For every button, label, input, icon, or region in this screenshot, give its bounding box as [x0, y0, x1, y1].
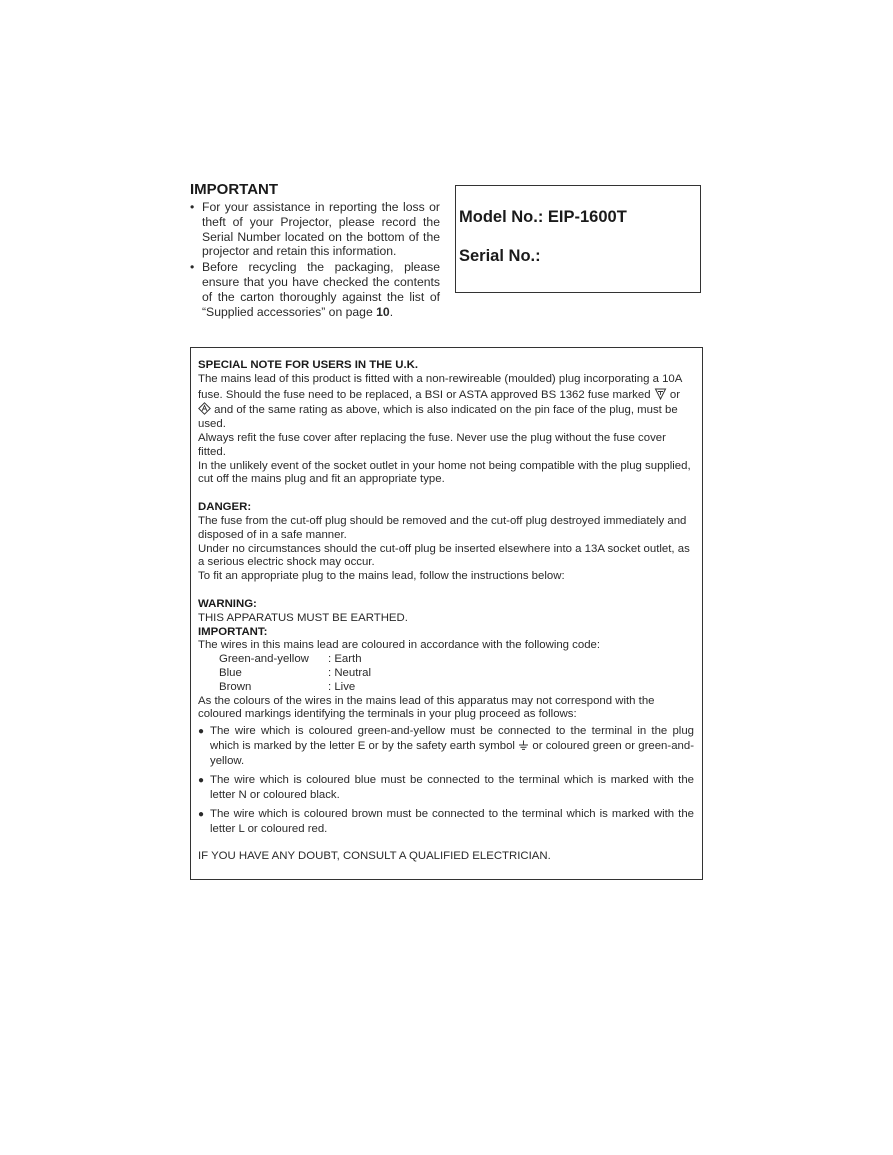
important-bullet-recycling: • Before recycling the packaging, please ensure that you have checked the contents of the carton thoroughly against the list of “Supplied accessories” on page 10.	[190, 260, 440, 319]
wire-code-row	[198, 681, 694, 695]
wire-colour: Green-and-yellow	[219, 653, 309, 666]
socket-paragraph: In the unlikely event of the socket outlet in your home not being compatible with the plug supplied, cut off the mains plug and fit an appropriate type.	[198, 459, 691, 486]
bullet-icon: •	[190, 200, 195, 214]
fuse-cover-paragraph: Always refit the fuse cover after replacing the fuse. Never use the plug without the fuse cover fitted.	[198, 431, 666, 458]
danger-paragraph-2: Under no circumstances should the cut-off plug be inserted elsewhere into a 13A socket outlet, as a serious electric shock may occur.	[198, 542, 690, 569]
wire-code-row	[198, 653, 694, 667]
wiring-instruction-earth: ● The wire which is coloured green-and-yellow must be connected to the terminal in the plug which is marked by the letter E or by the safety earth symbol or coloured green or green-and-yellow.	[198, 725, 694, 768]
bullet-icon: •	[190, 260, 195, 275]
warning-heading: WARNING:	[198, 597, 257, 610]
important-title: IMPORTANT	[190, 181, 279, 198]
page-reference: 10	[376, 304, 390, 319]
fuse-paragraph: The mains lead of this product is fitted with a non-rewireable (moulded) plug incorporating a 10A fuse. Should the fuse need to be replaced, a BSI or ASTA approved BS 1362 fuse marked or and of the same rating as above, which is also indicated on the pin face of the plug, must be used.	[198, 372, 682, 431]
asta-mark-icon	[198, 402, 211, 415]
danger-paragraph-1: The fuse from the cut-off plug should be removed and the cut-off plug destroyed immediately and disposed of in a safe manner.	[198, 514, 687, 541]
serial-number-label: Serial No.:	[459, 247, 541, 265]
wiring-instructions-list	[198, 724, 694, 837]
wiring-instruction-neutral: ● The wire which is coloured blue must be connected to the terminal which is marked with the letter N or coloured black.	[198, 774, 694, 802]
wire-colour: Blue	[219, 666, 242, 679]
important-list	[190, 200, 440, 319]
wire-code-intro: The wires in this mains lead are coloured in accordance with the following code:	[198, 639, 601, 652]
warning-text: THIS APPARATUS MUST BE EARTHED.	[198, 611, 408, 624]
model-number-label: Model No.: EIP-1600T	[459, 208, 627, 226]
bullet-icon: ●	[198, 775, 205, 787]
closing-warning: IF YOU HAVE ANY DOUBT, CONSULT A QUALIFIED ELECTRICIAN.	[198, 850, 551, 863]
danger-paragraph-3: To fit an appropriate plug to the mains lead, follow the instructions below:	[198, 570, 565, 583]
important-bullet-serial: • For your assistance in reporting the loss or theft of your Projector, please record the Serial Number located on the bottom of the projector and retain this information.	[190, 200, 440, 259]
model-serial-box	[455, 185, 701, 293]
wire-colour: Brown	[219, 680, 252, 693]
wire-role: : Neutral	[328, 666, 372, 679]
wire-colour-caution: As the colours of the wires in the mains lead of this apparatus may not correspond with the coloured markings identifying the terminals in your plug proceed as follows:	[198, 694, 655, 721]
danger-heading: DANGER:	[198, 501, 252, 514]
wire-role: : Earth	[328, 653, 362, 666]
uk-special-note-box	[190, 347, 703, 880]
bullet-icon: ●	[198, 726, 205, 738]
wire-role: : Live	[328, 680, 356, 693]
wiring-instruction-live: ● The wire which is coloured brown must be connected to the terminal which is marked with the letter L or coloured red.	[198, 808, 694, 836]
wire-code-row	[198, 667, 694, 681]
important-section	[190, 181, 440, 320]
uk-note-heading: SPECIAL NOTE FOR USERS IN THE U.K.	[198, 359, 419, 371]
important-heading: IMPORTANT:	[198, 625, 268, 638]
bsi-kitemark-icon	[654, 387, 667, 400]
earth-symbol-icon	[518, 740, 529, 751]
bullet-icon: ●	[198, 809, 205, 821]
